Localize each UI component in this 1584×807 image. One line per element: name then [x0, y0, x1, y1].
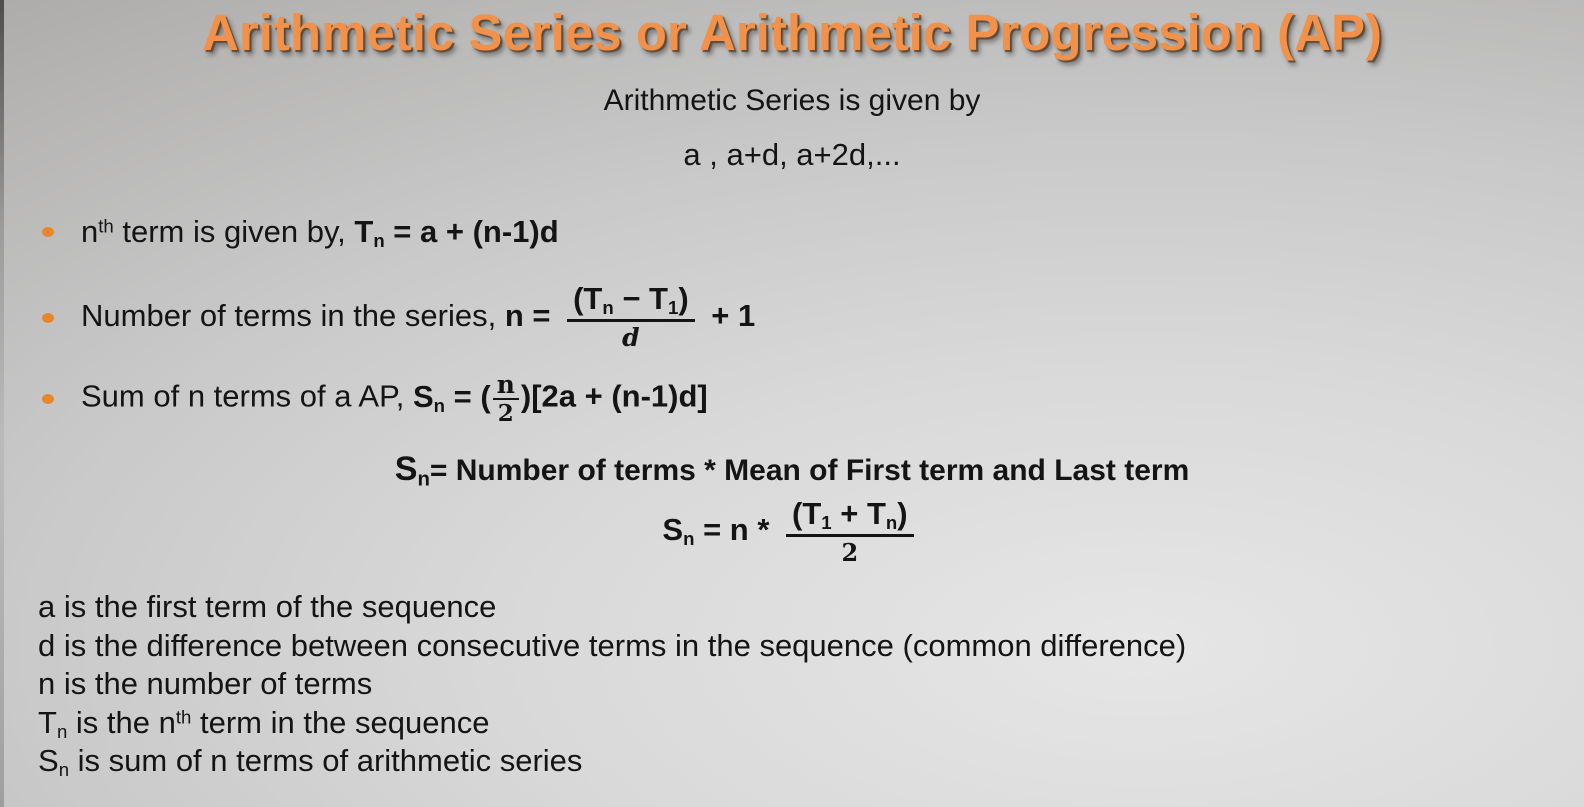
text-run: n =: [504, 297, 560, 333]
sum-formula-lead: [662, 512, 779, 550]
definition-d: [38, 627, 1186, 666]
text-run: = n *: [694, 512, 779, 548]
text-run: − T: [613, 281, 668, 316]
text-run: S: [412, 378, 434, 414]
definition-n: [38, 665, 1186, 704]
slide-title: Arithmetic Series or Arithmetic Progression (AP): [202, 4, 1382, 61]
text-run: ): [897, 496, 908, 531]
fraction-tn-minus-t1-over-d: [567, 283, 695, 352]
text-run: term in the sequence: [191, 704, 490, 740]
text-run: = (: [445, 378, 491, 414]
subscript-n: n: [373, 230, 385, 252]
subscript-n: n: [683, 528, 695, 550]
text-run: = a + (n-1)d: [384, 214, 559, 249]
definitions-list: [38, 588, 1186, 781]
subscript-n: n: [885, 512, 898, 534]
text-run: )[2a + (n-1)d]: [520, 378, 708, 414]
text-run: is sum of n terms of arithmetic series: [69, 743, 583, 778]
sum-mean-formula: [0, 498, 1584, 566]
sum-symbol: [394, 450, 430, 491]
text-run: + 1: [702, 297, 756, 333]
text-run: Number of terms in the series,: [81, 297, 505, 333]
fraction-numerator: n: [493, 372, 519, 400]
fraction-numerator: [786, 498, 914, 537]
bullet-icon: [42, 394, 54, 404]
bullet-icon: [42, 227, 54, 237]
text-run: S: [662, 512, 684, 548]
fraction-denominator: 2: [841, 537, 859, 567]
superscript-th: th: [175, 706, 192, 728]
text-run: = Number of terms * Mean of First term and Last term: [429, 454, 1190, 487]
sum-mean-statement: [0, 450, 1584, 489]
text-run: (T: [573, 281, 603, 316]
bullet-number-of-terms: [42, 283, 755, 352]
sum-mean-formula-text: [662, 496, 921, 567]
fraction-t1-plus-tn-over-2: [786, 498, 914, 566]
fraction-denominator: d: [622, 322, 640, 352]
bullet-icon: [42, 313, 54, 323]
fraction-numerator: [567, 283, 695, 322]
subscript-n: n: [58, 759, 70, 781]
bullet-number-of-terms-text: [81, 283, 755, 352]
fraction-denominator: 2: [497, 400, 514, 427]
definition-tn: [38, 704, 1186, 743]
text-run: n is the number of terms: [38, 666, 373, 701]
bullet-sum-of-terms-text: [81, 372, 708, 425]
subscript-n: n: [56, 720, 68, 742]
bullet-nth-term-text: [81, 212, 559, 252]
text-run: a is the first term of the sequence: [38, 589, 497, 624]
subscript-n: n: [433, 394, 446, 416]
definition-a: [38, 588, 1186, 627]
sum-formula-lead: [413, 379, 491, 414]
subscript-1: 1: [667, 297, 679, 319]
text-run: (T: [792, 496, 822, 531]
intro-line-1: Arithmetic Series is given by: [603, 84, 981, 117]
text-run: S: [38, 743, 59, 778]
text-run: term is given by,: [113, 214, 355, 249]
text-run: n: [81, 214, 99, 249]
text-run: ): [678, 281, 689, 316]
nth-term-formula: [354, 214, 559, 252]
series-expression: a , a+d, a+2d,...: [683, 137, 901, 172]
text-run: T: [354, 214, 374, 249]
subscript-n: n: [602, 297, 614, 319]
text-run: d is the difference between consecutive terms in the sequence (common difference): [38, 627, 1187, 663]
bullet-sum-of-terms: [42, 372, 708, 425]
superscript-th: th: [98, 215, 114, 237]
text-run: T: [38, 704, 57, 740]
text-run: + T: [831, 496, 886, 531]
definition-sn: [38, 742, 1186, 781]
text-run: is the n: [67, 704, 176, 740]
text-run: S: [394, 450, 418, 488]
fraction-n-over-2: [493, 372, 519, 425]
text-run: Sum of n terms of a AP,: [81, 378, 413, 414]
subscript-1: 1: [821, 512, 832, 534]
subscript-n: n: [417, 468, 430, 491]
bullet-nth-term: [42, 212, 559, 252]
